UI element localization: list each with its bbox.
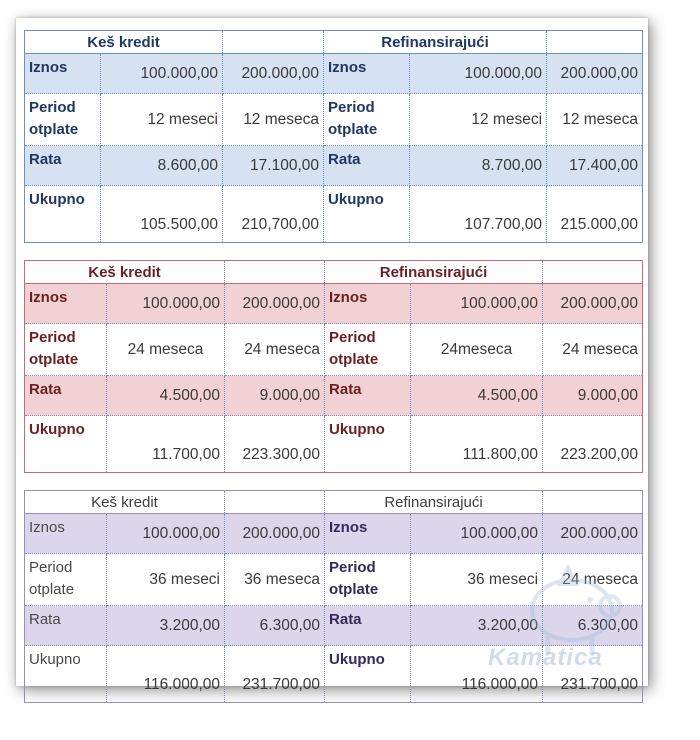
table-cell: 200.000,00 [543,284,643,324]
row-label: Iznos [25,54,101,94]
table-cell: 6.300,00 [543,606,643,646]
table-row-period [25,554,643,606]
table-cell: 24 meseca [225,324,325,376]
row-label: Period otplate [325,554,411,606]
table-row-total [25,646,643,703]
table-cell: 36 meseci [411,554,543,606]
table-cell: 24 meseca [543,554,643,606]
table-cell: 200.000,00 [225,284,325,324]
table-row-amount [25,284,643,324]
loan-comparison-table-36-months [24,490,643,703]
table-cell: 6.300,00 [225,606,325,646]
row-label: Rata [324,146,410,186]
header-empty-cell [543,491,643,514]
header-refinancing: Refinansirajući [325,261,543,284]
loan-comparison-table-12-months [24,30,643,243]
table-row-period [25,324,643,376]
table-cell: 100.000,00 [101,54,223,94]
table-cell: 4.500,00 [411,376,543,416]
row-label: Period otplate [324,94,410,146]
table-cell: 12 meseca [223,94,324,146]
document-page [16,18,648,693]
row-label: Period otplate [325,324,411,376]
row-label: Rata [25,146,101,186]
table-cell: 4.500,00 [107,376,225,416]
table-cell: 17.400,00 [547,146,643,186]
loan-comparison-table-24-months [24,260,643,473]
row-label: Rata [325,376,411,416]
table-cell: 24meseca [411,324,543,376]
header-cash-loan: Keš kredit [25,31,223,54]
row-label: Ukupno [325,416,411,473]
table-cell: 3.200,00 [107,606,225,646]
table-cell: 9.000,00 [225,376,325,416]
table-cell: 12 meseci [410,94,547,146]
table-cell: 200.000,00 [543,514,643,554]
table-cell: 8.700,00 [410,146,547,186]
table-cell: 24 meseca [543,324,643,376]
table-cell: 200.000,00 [225,514,325,554]
table-cell: 215.000,00 [547,186,643,243]
row-label: Period otplate [25,94,101,146]
table-cell: 17.100,00 [223,146,324,186]
table-header-row [25,31,643,54]
table-cell: 231.700,00 [543,646,643,703]
table-row-installment [25,376,643,416]
table-row-total [25,416,643,473]
table-cell: 24 meseca [107,324,225,376]
row-label: Rata [25,606,107,646]
row-label: Iznos [324,54,410,94]
row-label: Ukupno [25,186,101,243]
table-cell: 100.000,00 [411,284,543,324]
table-cell: 223.200,00 [543,416,643,473]
watermark-text: Kamatica [488,644,603,671]
table-cell: 116.000,00 [107,646,225,703]
table-header-row [25,261,643,284]
table-cell: 200.000,00 [223,54,324,94]
table-cell: 36 meseci [107,554,225,606]
table-cell: 100.000,00 [107,514,225,554]
table-row-installment [25,606,643,646]
table-row-amount [25,514,643,554]
table-row-installment [25,146,643,186]
table-cell: 231.700,00 [225,646,325,703]
row-label: Period otplate [25,554,107,606]
table-row-period [25,94,643,146]
table-cell: 100.000,00 [107,284,225,324]
row-label: Period otplate [25,324,107,376]
table-cell: 8.600,00 [101,146,223,186]
row-label: Ukupno [25,416,107,473]
row-label: Iznos [325,284,411,324]
row-label: Iznos [325,514,411,554]
table-cell: 116.000,00 [411,646,543,703]
table-cell: 9.000,00 [543,376,643,416]
header-empty-cell [543,261,643,284]
table-cell: 3.200,00 [411,606,543,646]
table-row-amount [25,54,643,94]
header-empty-cell [225,491,325,514]
header-empty-cell [223,31,324,54]
header-refinancing: Refinansirajući [325,491,543,514]
table-cell: 111.800,00 [411,416,543,473]
table-cell: 12 meseca [547,94,643,146]
row-label: Iznos [25,284,107,324]
row-label: Rata [325,606,411,646]
table-cell: 210,700,00 [223,186,324,243]
header-empty-cell [547,31,643,54]
table-cell: 36 meseca [225,554,325,606]
table-row-total [25,186,643,243]
row-label: Ukupno [25,646,107,703]
header-cash-loan: Keš kredit [25,491,225,514]
table-cell: 105.500,00 [101,186,223,243]
table-cell: 223.300,00 [225,416,325,473]
row-label: Ukupno [324,186,410,243]
row-label: Rata [25,376,107,416]
table-cell: 107.700,00 [410,186,547,243]
header-cash-loan: Keš kredit [25,261,225,284]
row-label: Ukupno [325,646,411,703]
table-header-row [25,491,643,514]
table-cell: 12 meseci [101,94,223,146]
table-cell: 100.000,00 [411,514,543,554]
row-label: Iznos [25,514,107,554]
table-cell: 100.000,00 [410,54,547,94]
header-empty-cell [225,261,325,284]
header-refinancing: Refinansirajući [324,31,547,54]
table-cell: 11.700,00 [107,416,225,473]
table-cell: 200.000,00 [547,54,643,94]
